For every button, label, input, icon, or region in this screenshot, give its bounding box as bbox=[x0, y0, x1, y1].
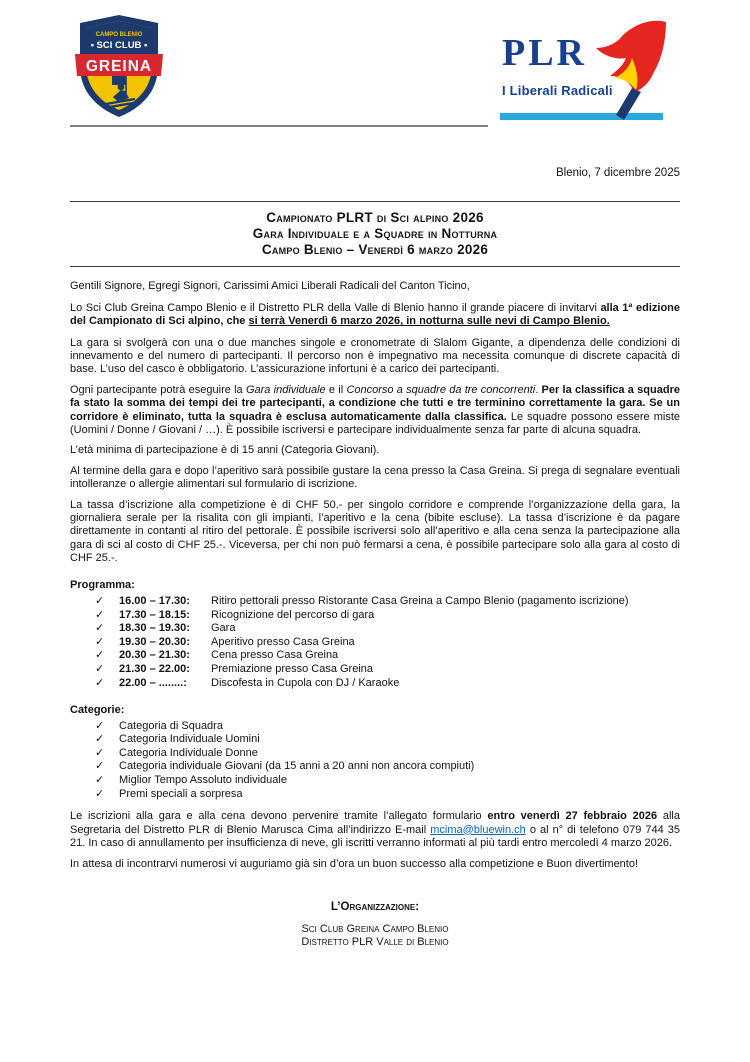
program-time: 18.30 – 19.30: bbox=[119, 622, 190, 635]
greina-logo-club-text: • SCI CLUB • bbox=[90, 40, 148, 51]
greina-logo-top-text: CAMPO BLENIO bbox=[95, 32, 143, 38]
program-desc: Cena presso Casa Greina bbox=[211, 649, 339, 662]
category-label: Miglior Tempo Assoluto individuale bbox=[119, 774, 287, 787]
category-item bbox=[95, 788, 680, 802]
signature-lines bbox=[70, 923, 680, 950]
signature-line-1: Sci Club Greina Campo Blenio bbox=[301, 922, 449, 935]
check-icon: ✓ bbox=[95, 787, 105, 800]
text-segment: Gara individuale bbox=[245, 383, 326, 396]
check-icon: ✓ bbox=[95, 663, 105, 676]
paragraph-race-info: La gara si svolgerà con una o due manches singole e cronometrate di Slalom Gigante, a dipendenza delle condizioni di innevamento e del numero di partecipanti. Il percorso non è impegnativo ma necessita comunque di discrete capacità di base. L’uso del casco è obbligatorio. L’assicurazione infortuni è a carico dei partecipanti. bbox=[70, 336, 680, 376]
category-label: Categoria Individuale Donne bbox=[119, 746, 258, 759]
categories-heading: Categorie: bbox=[70, 704, 125, 717]
text-segment: alla Segretaria del Distretto PLR di Blenio Marusca Cima all’indirizzo E-mail bbox=[70, 810, 680, 836]
check-icon: ✓ bbox=[95, 649, 105, 662]
program-item bbox=[95, 609, 680, 623]
check-icon: ✓ bbox=[95, 733, 105, 746]
category-label: Premi speciali a sorpresa bbox=[119, 787, 243, 800]
program-item bbox=[95, 677, 680, 691]
text-segment: o al n° di telefono 079 744 35 21. In caso di annullamento per insufficienza di neve, gli iscritti verranno informati al più tardi entro mercoledì 4 marzo 2026. bbox=[70, 823, 680, 850]
signature-line-2: Distretto PLR Valle di Blenio bbox=[301, 936, 449, 949]
text-segment: Le iscrizioni alla gara e alla cena devono pervenire tramite l’allegato formulario bbox=[70, 810, 488, 823]
paragraph-salutation: Gentili Signore, Egregi Signori, Carissimi Amici Liberali Radicali del Canton Ticino, bbox=[70, 280, 470, 293]
text-segment: e il bbox=[325, 383, 347, 396]
check-icon: ✓ bbox=[95, 635, 105, 648]
title-line-1: Campionato PLRT di Sci alpino 2026 bbox=[266, 210, 484, 225]
date-line: Blenio, 7 dicembre 2025 bbox=[555, 167, 680, 179]
letter-body bbox=[70, 0, 680, 950]
check-icon: ✓ bbox=[95, 595, 105, 608]
paragraph-dinner: Al termine della gara e dopo l’aperitivo sarà possibile gustare la cena presso la Casa Greina. Si prega di segnalare eventuali intolleranze o allergie alimentari sul formulario di iscrizione. bbox=[70, 464, 680, 491]
category-item bbox=[95, 760, 680, 774]
paragraph-fee: La tassa d’iscrizione alla competizione è di CHF 50.- per singolo corridore e comprende l’organizzazione della gara, la giornaliera serale per la risalita con gli impianti, l’aperitivo e la cena (bibite escluse). La tassa d’iscrizione è da pagare direttamente in contanti al ritiro del pettorale. È possibile iscriversi solo all’aperitivo e alla cena senza la partecipazione alla gara di sci al costo di CHF 25.-. Viceversa, per chi non può fermarsi a cena, è possibile partecipare solo alla gara al costo di CHF 25.-. bbox=[70, 498, 680, 565]
category-label: Categoria di Squadra bbox=[119, 719, 223, 732]
category-item bbox=[95, 774, 680, 788]
program-desc: Aperitivo presso Casa Greina bbox=[211, 635, 355, 648]
text-segment: alla 1ª edizione del Campionato di Sci alpino, che bbox=[70, 301, 680, 328]
check-icon: ✓ bbox=[95, 608, 105, 621]
check-icon: ✓ bbox=[95, 746, 105, 759]
text-segment: Le squadre possono essere miste (Uomini / Donne / Giovani / …). È possibile iscriversi e partecipare individualmente senza far parte di alcuna squadra. bbox=[70, 410, 681, 437]
text-segment: entro venerdì 27 febbraio 2026 bbox=[487, 810, 658, 823]
category-label: Categoria Individuale Uomini bbox=[119, 733, 260, 746]
paragraph-closing: In attesa di incontrarvi numerosi vi auguriamo già sin d’ora un buon successo alla competizione e Buon divertimento! bbox=[70, 858, 639, 871]
program-time: 19.30 – 20.30: bbox=[119, 635, 190, 648]
program-time: 22.00 – ........: bbox=[119, 676, 187, 689]
program-desc: Ricognizione del percorso di gara bbox=[211, 608, 375, 621]
program-desc: Premiazione presso Casa Greina bbox=[211, 663, 374, 676]
signature-heading: L’Organizzazione: bbox=[330, 900, 420, 913]
program-desc: Discofesta in Cupola con DJ / Karaoke bbox=[211, 676, 400, 689]
paragraph-invitation bbox=[70, 302, 680, 329]
category-list bbox=[70, 720, 680, 802]
check-icon: ✓ bbox=[95, 760, 105, 773]
program-desc: Ritiro pettorali presso Ristorante Casa Greina a Campo Blenio (pagamento iscrizione) bbox=[211, 595, 629, 608]
text-segment: si terrà Venerdì 6 marzo 2026, in notturna sulle nevi di Campo Blenio. bbox=[248, 315, 610, 328]
category-item bbox=[95, 747, 680, 761]
program-time: 21.30 – 22.00: bbox=[119, 663, 190, 676]
program-item bbox=[95, 622, 680, 636]
program-desc: Gara bbox=[211, 622, 236, 635]
greina-logo-banner-text: GREINA bbox=[85, 58, 153, 75]
paragraph-team-rules bbox=[70, 384, 680, 438]
check-icon: ✓ bbox=[95, 719, 105, 732]
text-segment: . bbox=[535, 383, 542, 396]
program-list bbox=[70, 595, 680, 690]
program-time: 17.30 – 18.15: bbox=[119, 608, 190, 621]
check-icon: ✓ bbox=[95, 622, 105, 635]
check-icon: ✓ bbox=[95, 676, 105, 689]
program-time: 16.00 – 17.30: bbox=[119, 595, 190, 608]
program-heading: Programma: bbox=[70, 578, 135, 591]
title-line-3: Campo Blenio – Venerdì 6 marzo 2026 bbox=[261, 241, 489, 257]
program-time: 20.30 – 21.30: bbox=[119, 649, 190, 662]
category-label: Categoria individuale Giovani (da 15 anni a 20 anni non ancora compiuti) bbox=[119, 760, 475, 773]
program-item bbox=[95, 595, 680, 609]
text-segment: Per la classifica a squadre fa stato la somma dei tempi dei tre partecipanti, a condizione che tutti e tre terminino correttamente la gara. Se un corridore è eliminato, tutta la squadra è esclusa automaticamente dalla classifica. bbox=[70, 383, 680, 423]
plr-logo-tagline: I Liberali Radicali bbox=[502, 83, 613, 98]
title-line-2: Gara Individuale e a Squadre in Notturna bbox=[252, 225, 498, 241]
title-block bbox=[70, 201, 680, 267]
text-segment: Concorso a squadre da tre concorrenti bbox=[346, 383, 536, 396]
program-item bbox=[95, 663, 680, 677]
program-item bbox=[95, 649, 680, 663]
paragraph-registration bbox=[70, 810, 680, 850]
text-segment: Ogni partecipante potrà eseguire la bbox=[70, 383, 246, 396]
text-segment: Lo Sci Club Greina Campo Blenio e il Distretto PLR della Valle di Blenio hanno il grande piacere di invitarvi bbox=[70, 301, 601, 314]
program-item bbox=[95, 636, 680, 650]
category-item bbox=[95, 720, 680, 734]
paragraph-min-age: L’età minima di partecipazione è di 15 anni (Categoria Giovani). bbox=[70, 444, 380, 457]
email-link[interactable]: mcima@bluewin.ch bbox=[430, 823, 526, 836]
category-item bbox=[95, 733, 680, 747]
check-icon: ✓ bbox=[95, 774, 105, 787]
plr-logo-acronym: PLR bbox=[502, 32, 587, 74]
